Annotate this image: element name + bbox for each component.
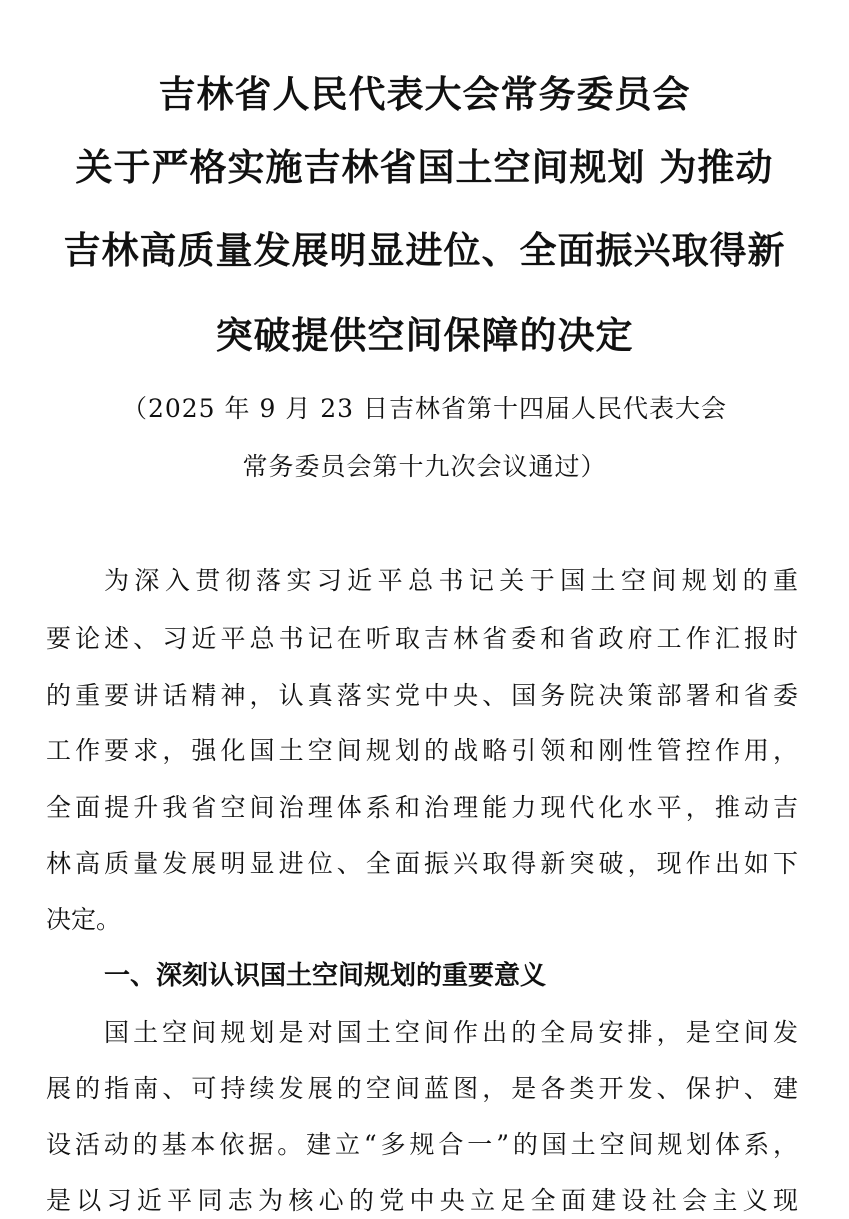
section-1-paragraph-line-4: 是以习近平同志为核心的党中央立足全面建设社会主义现 bbox=[46, 1186, 798, 1215]
intro-paragraph-line-4: 工作要求，强化国土空间规划的战略引领和刚性管控作用， bbox=[46, 736, 798, 765]
section-1-paragraph-line-3: 设活动的基本依据。建立“多规合一”的国土空间规划体系， bbox=[46, 1130, 798, 1159]
adoption-note-line-1: （2025 年 9 月 23 日吉林省第十四届人民代表大会 bbox=[121, 394, 728, 423]
document-title-line-2: 关于严格实施吉林省国土空间规划 为推动 bbox=[75, 146, 774, 189]
section-1-paragraph-line-1: 国土空间规划是对国土空间作出的全局安排，是空间发 bbox=[104, 1018, 798, 1047]
intro-paragraph-line-5: 全面提升我省空间治理体系和治理能力现代化水平，推动吉 bbox=[46, 793, 798, 822]
intro-paragraph-line-2: 要论述、习近平总书记在听取吉林省委和省政府工作汇报时 bbox=[46, 624, 798, 653]
document-title-line-3: 吉林高质量发展明显进位、全面振兴取得新 bbox=[63, 229, 786, 272]
intro-paragraph-line-7: 决定。 bbox=[46, 905, 122, 934]
intro-paragraph-line-6: 林高质量发展明显进位、全面振兴取得新突破，现作出如下 bbox=[46, 849, 798, 878]
section-1-paragraph-line-2: 展的指南、可持续发展的空间蓝图，是各类开发、保护、建 bbox=[46, 1074, 798, 1103]
adoption-note-line-2: 常务委员会第十九次会议通过） bbox=[242, 452, 607, 481]
intro-paragraph-line-1: 为深入贯彻落实习近平总书记关于国土空间规划的重 bbox=[104, 566, 798, 595]
document-title-line-4: 突破提供空间保障的决定 bbox=[215, 314, 634, 357]
section-1-heading: 一、深刻认识国土空间规划的重要意义 bbox=[104, 961, 547, 991]
intro-paragraph-line-3: 的重要讲话精神，认真落实党中央、国务院决策部署和省委 bbox=[46, 681, 798, 710]
document-title-line-1: 吉林省人民代表大会常务委员会 bbox=[158, 73, 691, 116]
